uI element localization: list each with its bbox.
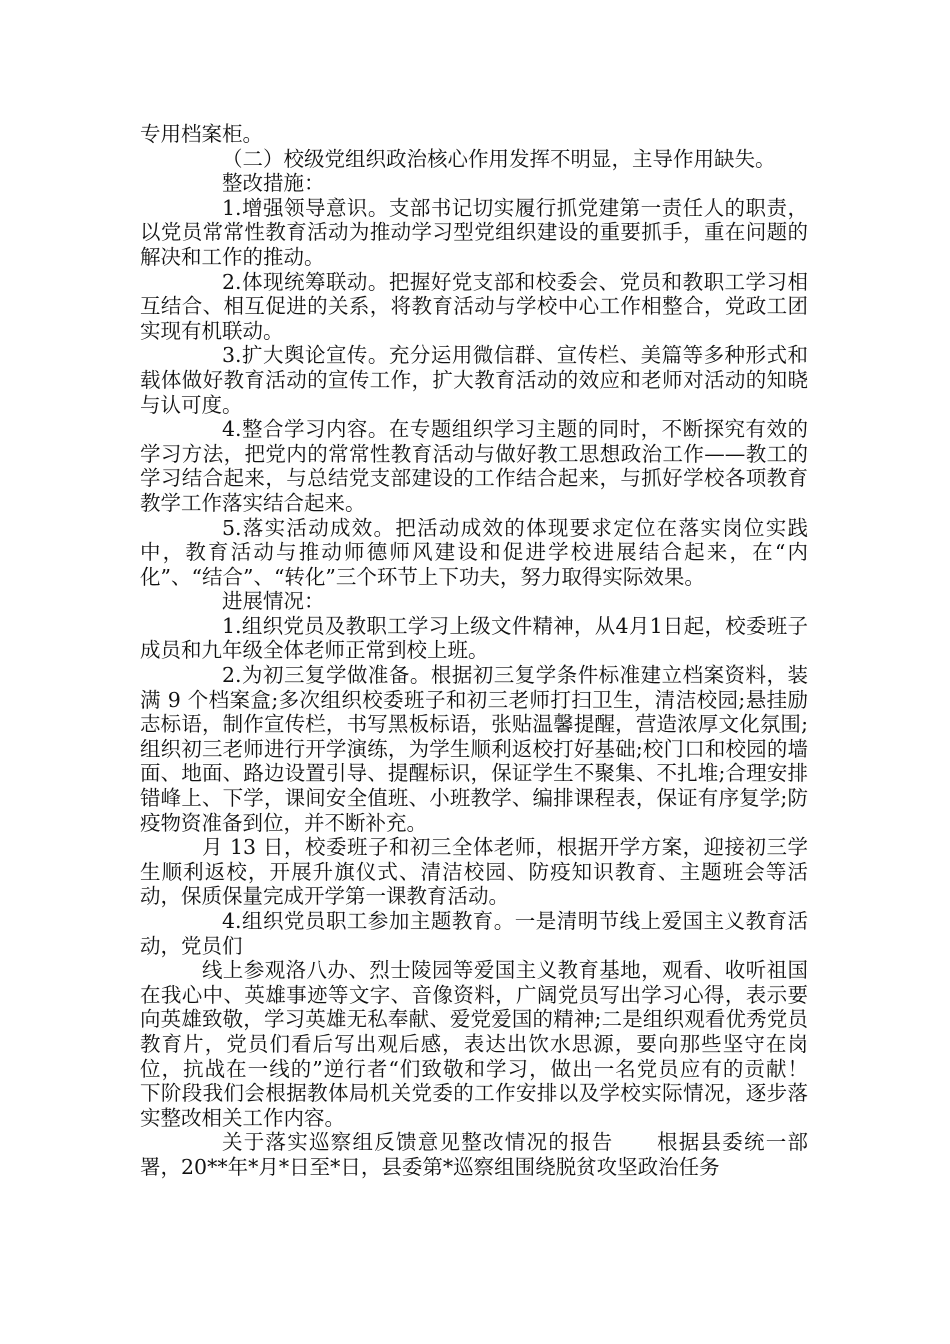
paragraph: 4.整合学习内容。在专题组织学习主题的同时，不断探究有效的学习方法，把党内的常常性教育活动与做好教工思想政治工作——教工的学习结合起来，与总结党支部建设的工作结合起来，与抓好学校各项教育教学工作落实结合起来。 <box>140 417 808 515</box>
document-body <box>140 122 849 1180</box>
paragraph: 线上参观洛八办、烈士陵园等爱国主义教育基地，观看、收听祖国在我心中、英雄事迹等文字、音像资料，广阔党员写出学习心得，表示要向英雄致敬，学习英雄无私奉献、爱党爱国的精神;二是组织观看优秀党员教育片，党员们看后写出观后感，表达出饮水思源，要向那些坚守在岗位，抗战在一线的”逆行者“们致敬和学习，做出一名党员应有的贡献！ 下阶段我们会根据教体局机关党委的工作安排以及学校实际情况，逐步落实整改相关工作内容。 <box>140 958 849 1130</box>
subheading-measures: 整改措施： <box>222 171 325 196</box>
section-heading: （二）校级党组织政治核心作用发挥不明显，主导作用缺失。 <box>222 146 776 171</box>
subheading-progress: 进展情况： <box>222 589 325 614</box>
paragraph: 5.落实活动成效。把活动成效的体现要求定位在落实岗位实践中，教育活动与推动师德师风建设和促进学校进展结合起来，在“内化”、“结合”、“转化”三个环节上下功夫，努力取得实际效果。 <box>140 515 808 589</box>
paragraph: 专用档案柜。 <box>140 122 263 146</box>
paragraph: 2.体现统筹联动。把握好党支部和校委会、党员和教职工学习相互结合、相互促进的关系，将教育活动与学校中心工作相整合，党政工团实现有机联动。 <box>140 269 808 343</box>
paragraph: 1.增强领导意识。支部书记切实履行抓党建第一责任人的职责，以党员常常性教育活动为推动学习型党组织建设的重要抓手，重在问题的解决和工作的推动。 <box>140 195 808 269</box>
paragraph: 关于落实巡察组反馈意见整改情况的报告 根据县委统一部署，20**年*月*日至*日，县委第*巡察组围绕脱贫攻坚政治任务 <box>140 1130 808 1179</box>
paragraph: 月 13 日，校委班子和初三全体老师，根据开学方案，迎接初三学生顺利返校，开展升旗仪式、清洁校园、防疫知识教育、主题班会等活动，保质保量完成开学第一课教育活动。 <box>140 835 808 909</box>
paragraph: 3.扩大舆论宣传。充分运用微信群、宣传栏、美篇等多种形式和载体做好教育活动的宣传工作，扩大教育活动的效应和老师对活动的知晓与认可度。 <box>140 343 808 417</box>
paragraph: 2.为初三复学做准备。根据初三复学条件标准建立档案资料，装满 9 个档案盒;多次组织校委班子和初三老师打扫卫生，清洁校园;悬挂励志标语，制作宣传栏，书写黑板标语，张贴温馨提醒，营造浓厚文化氛围;组织初三老师进行开学演练，为学生顺利返校打好基础;校门口和校园的墙面、地面、路边设置引导、提醒标识，保证学生不聚集、不扎堆;合理安排错峰上、下学，课间安全值班、小班教学、编排课程表，保证有序复学;防疫物资准备到位，并不断补充。 <box>140 663 808 835</box>
paragraph: 1.组织党员及教职工学习上级文件精神，从4月1日起，校委班子成员和九年级全体老师正常到校上班。 <box>140 613 808 663</box>
paragraph: 4.组织党员职工参加主题教育。一是清明节线上爱国主义教育活动，党员们 <box>140 909 808 958</box>
